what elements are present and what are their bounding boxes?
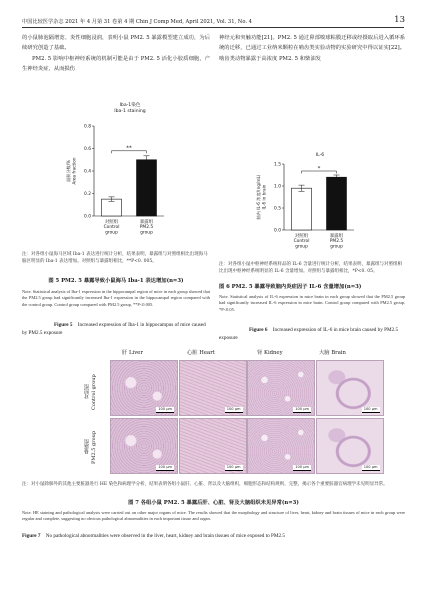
header-rule [22, 27, 404, 28]
body-text-right [219, 33, 405, 64]
figure-6-chart [250, 150, 375, 260]
figure-7-image-grid [110, 360, 385, 477]
bar [327, 177, 347, 230]
scale-bar: 100 μm [226, 465, 241, 469]
figure-6-caption-cn: 图 6 PM2. 5 暴露导致脑内炎症因子 IL-6 含量增加(n=3) [219, 284, 362, 290]
figure-7-caption-en [22, 533, 405, 541]
significance-marker: ** [126, 145, 132, 152]
chart-title: IL-6 [315, 153, 325, 158]
bar [137, 160, 157, 216]
figure-5-caption-cn: 图 5 PM2. 5 暴露导致小鼠海马 Iba-1 表达增加(n=3) [48, 278, 184, 284]
figure-7-column-headers [110, 349, 380, 359]
figure-7-note-cn: 注：对小鼠除肺外的其他主要脏器进行 HE 染色和病理学分析，结果表明各组小鼠肝、心脏、肾以及大脑组织，细胞形态和结构规则、完整，揭示各个重要脏器官病理学未见明显异常。 [22, 482, 388, 487]
histology-image-heart [179, 360, 247, 416]
y-tick-label: 0.6 [84, 147, 91, 152]
y-tick-label: 1.5 [274, 162, 281, 168]
scale-bar: 100 μm [226, 407, 241, 411]
figure-6-caption-text: Increased expression of IL-6 in mice brain caused by PM2.5 exposure [219, 327, 399, 341]
scale-bar: 100 μm [295, 465, 309, 469]
figure-7-caption-text: No pathological abnormalities were observed in the liver, heart, kidney and brain tissues of mice exposed to PM2.5 [45, 533, 286, 539]
y-axis-label: 面积分数/%Area fraction [66, 157, 77, 185]
y-tick-label: 0.4 [84, 169, 91, 175]
y-tick-label: 0.8 [84, 124, 91, 130]
chart-title: Iba-1染色 Iba-1 staining [114, 103, 146, 114]
histology-image-brain [316, 360, 384, 416]
figure-6-caption-en [219, 327, 405, 342]
column-header-brain: 大脑 Brain [319, 350, 346, 356]
figure-5-chart [60, 98, 195, 246]
column-header-heart: 心脏 Heart [187, 350, 215, 356]
x-tick-label: 暴露组 PM2.5 group [139, 220, 154, 236]
figure-5-caption-text: Increased expression of Iba-1 in hippocampus of mice caused by PM2.5 exposure [22, 322, 206, 336]
histology-image-heart [179, 418, 247, 474]
y-axis-label: 脑内 IL-6 浓度/(ng/mL)IL-6 in brain [256, 174, 267, 220]
x-tick-label: 对照组 Control group [293, 234, 310, 250]
y-tick-label: 0.0 [274, 228, 281, 234]
bar [102, 199, 122, 216]
paragraph: 神经元和突触功能[21]。PM2. 5 通过鼻部嗅球粘膜迁移或经摄取后进入循环系统的迁移，已通过工业纳米颗粒在啮齿类实验动物的实验研究中得以证实[22]。啮齿类动物暴露于高浓度 PM2. 5 和柴油发 [219, 35, 405, 62]
x-tick-label: 对照组 Control group [103, 220, 120, 236]
scale-bar: 100 μm [363, 407, 378, 411]
row-label-control: 对照组 Control group [84, 374, 97, 410]
figure-6-note-en: Note. Statistical analysis of IL-6 expression in mice brain in each group showed that the PM2.5 group had significantly increased IL-6 expression in mice brain. Control group compared with PM2.5 group, *P<0.05. [219, 294, 405, 312]
y-tick-label: 0.2 [84, 192, 91, 197]
y-tick-label: 0.0 [84, 214, 91, 220]
scale-bar: 100 μm [158, 465, 172, 469]
figure-5-note-cn: 注：对各组小鼠海马区域 Iba-1 表达进行统计分析，结果表明，暴露组与对照组相比出现海马脑区明显的 Iba-1 表达增加。对照组与暴露组相比，**P<0. 005。 [22, 252, 208, 264]
figure-7-note-en: Note. HE staining and pathological analysis were carried out on other major organs of mice. The results showed that the morphology and structure of liver, heart, kidney and brain tissues of mice in each group were regular and complete, suggesting no obvious pathological abnormalities in each important tissue and organ. [22, 510, 405, 522]
paragraph: PM2. 5 影响中枢神经系统的机制可能是由于 PM2. 5 活化小胶质细胞，产生神经炎症，从而损伤 [22, 55, 210, 73]
x-tick-label: 暴露组 PM2.5 group [329, 234, 344, 250]
row-label-pm25: 暴露组 PM2.5 group [84, 430, 97, 464]
figure-7-label: Figure 7 [22, 533, 41, 539]
figure-5-label: Figure 5 [54, 322, 73, 328]
histology-image-liver [110, 418, 178, 474]
scale-bar: 100 μm [158, 407, 172, 411]
paragraph: 的小鼠肺泡隔增宽、炎性细胞浸润，表明小鼠 PM2. 5 暴露模型建立成功，为后续研究创造了基础。 [22, 35, 210, 52]
histology-image-liver [110, 360, 178, 416]
histology-image-brain [316, 418, 384, 474]
significance-marker: * [317, 165, 321, 172]
scale-bar: 100 μm [295, 407, 309, 411]
y-tick-label: 1.0 [274, 184, 281, 190]
body-text-left [22, 33, 210, 75]
column-header-kidney: 肾 Kidney [257, 350, 283, 356]
figure-5-note-en: Note. Statistical analysis of Iba-1 expression in the hippocampal region of mice in each group showed that the PM2.5 group had significantly increased Iba-1 expression in the hippocampal region compared with the control group. Control group compared with PM2.5 group, **P<0.005. [22, 289, 210, 307]
bar [292, 188, 312, 230]
y-tick-label: 0.5 [274, 206, 281, 212]
scale-bar: 100 μm [363, 465, 378, 469]
figure-7-caption-cn: 图 7 各组小鼠 PM2. 5 暴露后肝、心脏、肾及大脑组织未见异常(n=3) [128, 500, 299, 506]
column-header-liver: 肝 Liver [122, 350, 143, 356]
figure-5-caption-en [22, 322, 210, 337]
histology-image-kidney [247, 360, 315, 416]
page-number: 13 [394, 15, 405, 25]
histology-image-kidney [247, 418, 315, 474]
running-header: 中国比较医学杂志 2021 年 4 月第 31 卷第 4 期 Chin J Comp Med, April 2021, Vol. 31, No. 4 [22, 19, 252, 25]
figure-6-label: Figure 6 [249, 327, 268, 333]
figure-6-note-cn: 注：对各组小鼠中枢神经系统样品的 IL-6 含量进行统计分析，结果表明，暴露组与对照组相比出现中枢神经系统明显的 IL-6 含量增加。对照组与暴露组相比，*P<0. 05。 [219, 262, 403, 274]
